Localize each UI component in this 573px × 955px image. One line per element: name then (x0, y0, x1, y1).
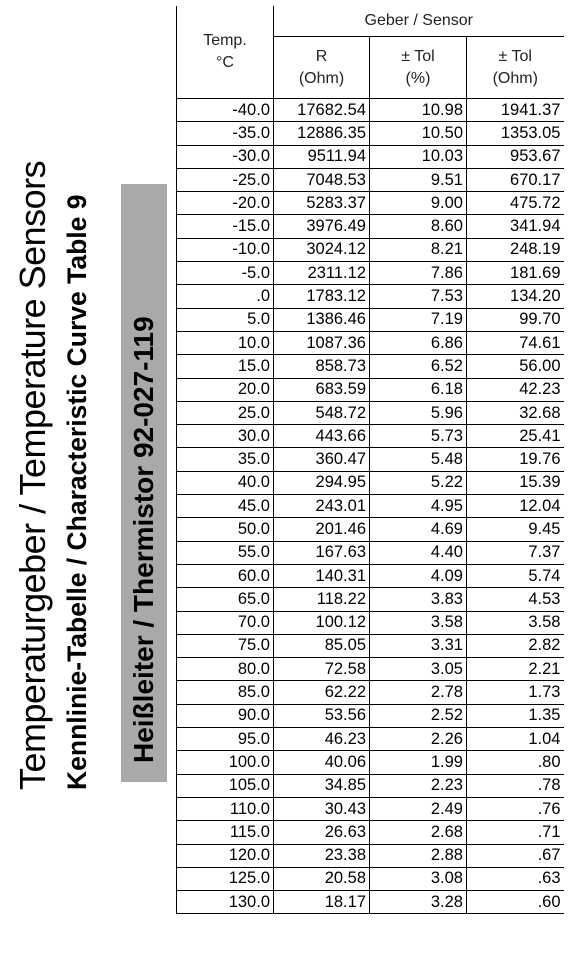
cell-tolerance-percent: 6.18 (370, 378, 467, 401)
cell-tolerance-percent: 6.52 (370, 355, 467, 378)
cell-resistance: 167.63 (274, 541, 370, 564)
table-row (177, 401, 564, 424)
cell-resistance: 3024.12 (274, 238, 370, 261)
cell-resistance: 23.38 (274, 844, 370, 867)
cell-temp: 40.0 (177, 471, 274, 494)
cell-resistance: 12886.35 (274, 122, 370, 145)
cell-tolerance-percent: 3.08 (370, 867, 467, 890)
table-row (177, 588, 564, 611)
cell-temp: 15.0 (177, 355, 274, 378)
table-row (177, 99, 564, 122)
cell-tolerance-percent: 8.60 (370, 215, 467, 238)
cell-resistance: 53.56 (274, 704, 370, 727)
cell-temp: 10.0 (177, 331, 274, 354)
cell-tolerance-percent: 3.83 (370, 588, 467, 611)
table-row (177, 262, 564, 285)
table-row (177, 238, 564, 261)
cell-temp: -25.0 (177, 168, 274, 191)
cell-resistance: 34.85 (274, 774, 370, 797)
cell-temp: -40.0 (177, 99, 274, 122)
cell-temp: 95.0 (177, 728, 274, 751)
cell-tolerance-percent: 2.68 (370, 821, 467, 844)
cell-resistance: 85.05 (274, 634, 370, 657)
cell-temp: 60.0 (177, 564, 274, 587)
header-tolerance-percent-label: ± Tol (401, 47, 435, 65)
cell-temp: -30.0 (177, 145, 274, 168)
cell-tolerance-ohm: 1353.05 (467, 122, 564, 145)
cell-temp: -15.0 (177, 215, 274, 238)
cell-temp: 100.0 (177, 751, 274, 774)
table-body (177, 99, 564, 914)
cell-tolerance-ohm: 19.76 (467, 448, 564, 471)
cell-tolerance-ohm: 2.21 (467, 658, 564, 681)
cell-temp: 110.0 (177, 797, 274, 820)
header-temp (177, 6, 274, 99)
cell-tolerance-percent: 7.86 (370, 262, 467, 285)
table-row (177, 495, 564, 518)
cell-temp: .0 (177, 285, 274, 308)
cell-resistance: 40.06 (274, 751, 370, 774)
cell-tolerance-ohm: .76 (467, 797, 564, 820)
cell-temp: 75.0 (177, 634, 274, 657)
thermistor-label: Heißleiter / Thermistor 92-027-119 (128, 316, 159, 763)
table-row (177, 168, 564, 191)
cell-tolerance-ohm: 134.20 (467, 285, 564, 308)
cell-temp: 120.0 (177, 844, 274, 867)
cell-tolerance-percent: 3.05 (370, 658, 467, 681)
header-tolerance-percent-unit: (%) (405, 69, 431, 87)
cell-temp: 65.0 (177, 588, 274, 611)
table-row (177, 797, 564, 820)
cell-temp: 25.0 (177, 401, 274, 424)
cell-temp: 105.0 (177, 774, 274, 797)
cell-tolerance-percent: 4.09 (370, 564, 467, 587)
table-row (177, 634, 564, 657)
table-row (177, 728, 564, 751)
cell-resistance: 46.23 (274, 728, 370, 751)
cell-tolerance-ohm: .67 (467, 844, 564, 867)
header-resistance-unit: (Ohm) (298, 69, 345, 87)
cell-resistance: 360.47 (274, 448, 370, 471)
cell-tolerance-percent: 2.23 (370, 774, 467, 797)
cell-tolerance-percent: 6.86 (370, 331, 467, 354)
cell-tolerance-ohm: 12.04 (467, 495, 564, 518)
cell-tolerance-percent: 9.00 (370, 192, 467, 215)
cell-temp: -20.0 (177, 192, 274, 215)
cell-resistance: 18.17 (274, 891, 370, 914)
table-row (177, 425, 564, 448)
cell-resistance: 294.95 (274, 471, 370, 494)
cell-temp: -5.0 (177, 262, 274, 285)
header-resistance-label: R (315, 47, 328, 65)
cell-tolerance-ohm: 42.23 (467, 378, 564, 401)
cell-temp: 70.0 (177, 611, 274, 634)
table-row (177, 867, 564, 890)
table-row (177, 378, 564, 401)
table-row (177, 821, 564, 844)
cell-resistance: 100.12 (274, 611, 370, 634)
cell-resistance: 683.59 (274, 378, 370, 401)
cell-resistance: 20.58 (274, 867, 370, 890)
header-sensor-group: Geber / Sensor (274, 6, 564, 37)
cell-tolerance-ohm: 32.68 (467, 401, 564, 424)
cell-resistance: 7048.53 (274, 168, 370, 191)
cell-resistance: 30.43 (274, 797, 370, 820)
cell-tolerance-ohm: 475.72 (467, 192, 564, 215)
cell-tolerance-ohm: 1.35 (467, 704, 564, 727)
cell-temp: -35.0 (177, 122, 274, 145)
header-temp-label: Temp. (203, 32, 247, 49)
table-row (177, 215, 564, 238)
cell-resistance: 858.73 (274, 355, 370, 378)
cell-tolerance-percent: 3.28 (370, 891, 467, 914)
cell-tolerance-ohm: 15.39 (467, 471, 564, 494)
cell-tolerance-ohm: 25.41 (467, 425, 564, 448)
cell-temp: 20.0 (177, 378, 274, 401)
cell-tolerance-percent: 5.96 (370, 401, 467, 424)
cell-tolerance-ohm: 1941.37 (467, 99, 564, 122)
cell-tolerance-ohm: 670.17 (467, 168, 564, 191)
header-tolerance-ohm-label: ± Tol (498, 47, 532, 65)
document-title: Temperaturgeber / Temperature Sensors (12, 160, 53, 790)
cell-tolerance-ohm: 2.82 (467, 634, 564, 657)
cell-tolerance-ohm: 3.58 (467, 611, 564, 634)
cell-tolerance-ohm: 5.74 (467, 564, 564, 587)
cell-tolerance-percent: 4.95 (370, 495, 467, 518)
cell-tolerance-ohm: 56.00 (467, 355, 564, 378)
cell-tolerance-ohm: 248.19 (467, 238, 564, 261)
table-row (177, 471, 564, 494)
cell-resistance: 548.72 (274, 401, 370, 424)
table-row (177, 122, 564, 145)
header-tolerance-percent (370, 37, 467, 99)
table-row (177, 844, 564, 867)
cell-tolerance-ohm: 953.67 (467, 145, 564, 168)
cell-temp: 5.0 (177, 308, 274, 331)
cell-resistance: 3976.49 (274, 215, 370, 238)
header-tolerance-ohm (467, 37, 564, 99)
cell-temp: 30.0 (177, 425, 274, 448)
table-row (177, 192, 564, 215)
cell-tolerance-ohm: 1.73 (467, 681, 564, 704)
cell-temp: 130.0 (177, 891, 274, 914)
table-row (177, 774, 564, 797)
cell-temp: 55.0 (177, 541, 274, 564)
cell-temp: 35.0 (177, 448, 274, 471)
cell-tolerance-percent: 5.73 (370, 425, 467, 448)
characteristic-curve-table (176, 6, 564, 914)
cell-tolerance-ohm: .60 (467, 891, 564, 914)
cell-resistance: 1087.36 (274, 331, 370, 354)
cell-resistance: 118.22 (274, 588, 370, 611)
table-row (177, 308, 564, 331)
cell-tolerance-percent: 9.51 (370, 168, 467, 191)
cell-tolerance-percent: 2.52 (370, 704, 467, 727)
cell-temp: 45.0 (177, 495, 274, 518)
table-row (177, 891, 564, 914)
table-row (177, 145, 564, 168)
table-row (177, 611, 564, 634)
table-row (177, 704, 564, 727)
table-row (177, 448, 564, 471)
cell-resistance: 26.63 (274, 821, 370, 844)
cell-tolerance-percent: 7.53 (370, 285, 467, 308)
cell-tolerance-ohm: 9.45 (467, 518, 564, 541)
table-row (177, 285, 564, 308)
cell-tolerance-percent: 3.58 (370, 611, 467, 634)
cell-tolerance-percent: 2.78 (370, 681, 467, 704)
cell-tolerance-percent: 2.26 (370, 728, 467, 751)
cell-resistance: 443.66 (274, 425, 370, 448)
table-row (177, 564, 564, 587)
cell-resistance: 62.22 (274, 681, 370, 704)
cell-resistance: 1386.46 (274, 308, 370, 331)
cell-resistance: 243.01 (274, 495, 370, 518)
cell-tolerance-percent: 2.88 (370, 844, 467, 867)
cell-resistance: 201.46 (274, 518, 370, 541)
header-resistance (274, 37, 370, 99)
cell-resistance: 1783.12 (274, 285, 370, 308)
cell-resistance: 2311.12 (274, 262, 370, 285)
cell-tolerance-percent: 3.31 (370, 634, 467, 657)
table-row (177, 518, 564, 541)
cell-tolerance-percent: 4.69 (370, 518, 467, 541)
table-row (177, 658, 564, 681)
cell-tolerance-ohm: .71 (467, 821, 564, 844)
cell-tolerance-percent: 10.50 (370, 122, 467, 145)
table-row (177, 355, 564, 378)
cell-temp: 90.0 (177, 704, 274, 727)
table-row (177, 751, 564, 774)
cell-tolerance-percent: 1.99 (370, 751, 467, 774)
cell-tolerance-percent: 10.03 (370, 145, 467, 168)
cell-tolerance-ohm: .80 (467, 751, 564, 774)
table-row (177, 681, 564, 704)
cell-tolerance-ohm: 341.94 (467, 215, 564, 238)
cell-tolerance-percent: 10.98 (370, 99, 467, 122)
cell-temp: -10.0 (177, 238, 274, 261)
cell-tolerance-percent: 2.49 (370, 797, 467, 820)
cell-tolerance-percent: 4.40 (370, 541, 467, 564)
cell-resistance: 72.58 (274, 658, 370, 681)
cell-tolerance-ohm: 181.69 (467, 262, 564, 285)
table-row (177, 541, 564, 564)
cell-temp: 85.0 (177, 681, 274, 704)
cell-tolerance-ohm: 7.37 (467, 541, 564, 564)
cell-temp: 125.0 (177, 867, 274, 890)
cell-tolerance-ohm: .63 (467, 867, 564, 890)
cell-resistance: 5283.37 (274, 192, 370, 215)
cell-tolerance-ohm: 99.70 (467, 308, 564, 331)
cell-resistance: 140.31 (274, 564, 370, 587)
table-row (177, 331, 564, 354)
cell-tolerance-ohm: 74.61 (467, 331, 564, 354)
cell-tolerance-percent: 5.22 (370, 471, 467, 494)
cell-resistance: 9511.94 (274, 145, 370, 168)
cell-resistance: 17682.54 (274, 99, 370, 122)
document-subtitle: Kennlinie-Tabelle / Characteristic Curve Table 9 (62, 194, 92, 790)
cell-tolerance-percent: 5.48 (370, 448, 467, 471)
cell-temp: 80.0 (177, 658, 274, 681)
cell-temp: 115.0 (177, 821, 274, 844)
header-temp-unit: °C (216, 54, 234, 71)
cell-tolerance-percent: 8.21 (370, 238, 467, 261)
cell-tolerance-ohm: 4.53 (467, 588, 564, 611)
cell-tolerance-ohm: 1.04 (467, 728, 564, 751)
cell-temp: 50.0 (177, 518, 274, 541)
cell-tolerance-percent: 7.19 (370, 308, 467, 331)
header-tolerance-ohm-unit: (Ohm) (492, 69, 538, 87)
cell-tolerance-ohm: .78 (467, 774, 564, 797)
